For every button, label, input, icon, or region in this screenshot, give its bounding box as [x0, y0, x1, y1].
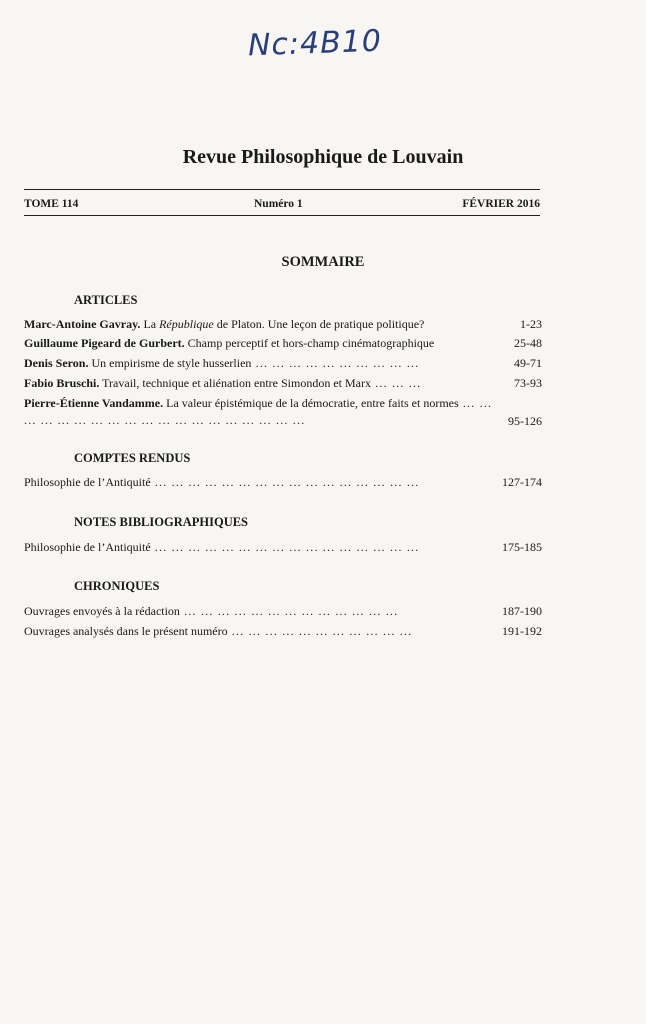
leader-dots: ... ... ... ... ... ... ... ... ... ... [251, 356, 420, 370]
entry-title: Un empirisme de style husserlien [88, 356, 252, 370]
entry-title-italic: République [159, 317, 214, 331]
handwritten-shelfmark: Nc:4B10 [247, 23, 383, 64]
leader-dots: ... ... ... [370, 376, 422, 390]
toc-entry [24, 395, 542, 429]
journal-title: Revue Philosophique de Louvain [182, 146, 464, 168]
toc-entry [24, 335, 542, 351]
entry-pages: 175-185 [502, 540, 542, 554]
toc-entry [24, 539, 542, 555]
entry-pages: 1-23 [520, 317, 542, 331]
toc-entry [24, 474, 542, 490]
entry-title: Philosophie de l’Antiquité [24, 475, 151, 489]
entry-pages: 187-190 [502, 604, 542, 618]
leader-dots: ... ... ... ... ... ... ... ... ... ... ... ... ... [179, 604, 399, 618]
entry-pages: 95-126 [508, 414, 542, 428]
entry-author: Fabio Bruschi. [24, 376, 100, 390]
entry-title: Ouvrages analysés dans le présent numéro [24, 624, 228, 638]
toc-entry [24, 623, 542, 639]
entry-title: Philosophie de l’Antiquité [24, 540, 151, 554]
sommaire-title: SOMMAIRE [281, 254, 365, 270]
toc-entry [24, 355, 542, 371]
toc-entry [24, 603, 542, 619]
entry-title: La [140, 317, 160, 331]
entry-pages: 127-174 [502, 475, 542, 489]
issue-numero: Numéro 1 [254, 198, 303, 210]
entry-pages: 191-192 [502, 624, 542, 638]
issue-tome: TOME 114 [24, 198, 79, 210]
entry-author: Denis Seron. [24, 356, 89, 370]
bottom-rule [24, 215, 540, 216]
entry-title: La valeur épistémique de la démocratie, entre faits et normes [163, 396, 459, 410]
leader-dots: ... ... ... ... ... ... ... ... ... ... ... [227, 624, 413, 638]
section-heading-chroniques: CHRONIQUES [74, 579, 160, 593]
entry-pages: 73-93 [514, 376, 542, 390]
entry-author: Guillaume Pigeard de Gurbert. [24, 336, 185, 350]
issue-date: FÉVRIER 2016 [462, 198, 540, 210]
entry-author: Pierre-Étienne Vandamme. [24, 396, 164, 410]
entry-title: Ouvrages envoyés à la rédaction [24, 604, 180, 618]
entry-pages: 49-71 [514, 356, 542, 370]
top-rule [24, 189, 540, 190]
leader-dots: ... ... ... ... ... ... ... ... ... ... ... ... ... ... ... ... [150, 475, 420, 489]
entry-title-rest: de Platon. Une leçon de pratique politique? [213, 317, 425, 331]
leader-dots: ... ... ... ... ... ... ... ... ... ... ... ... ... ... ... ... [150, 540, 420, 554]
entry-title: Champ perceptif et hors-champ cinématographique [184, 336, 435, 350]
entry-pages: 25-48 [514, 336, 542, 350]
section-heading-notes-bibliographiques: NOTES BIBLIOGRAPHIQUES [74, 515, 249, 529]
entry-author: Marc-Antoine Gavray. [24, 317, 141, 331]
section-heading-comptes-rendus: COMPTES RENDUS [74, 451, 191, 465]
entry-title: Travail, technique et aliénation entre Simondon et Marx [99, 376, 371, 390]
toc-entry [24, 375, 542, 391]
leader-dots: ... ... ... ... ... ... ... ... ... ... ... ... ... ... ... ... ... ... ... [24, 396, 493, 427]
toc-entry [24, 316, 542, 332]
section-heading-articles: ARTICLES [74, 293, 138, 307]
